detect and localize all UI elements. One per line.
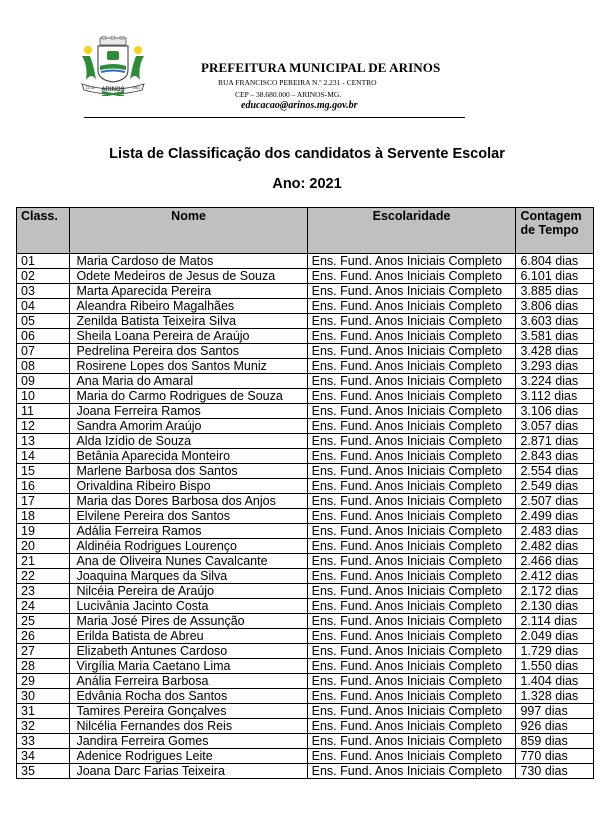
table-row (17, 749, 594, 764)
table-row (17, 509, 594, 524)
cell-name: Maria das Dores Barbosa dos Anjos (70, 494, 307, 509)
cell-schooling: Ens. Fund. Anos Iniciais Completo (307, 344, 516, 359)
cell-name: Orivaldina Ribeiro Bispo (70, 479, 307, 494)
cell-class: 30 (17, 689, 70, 704)
cell-schooling: Ens. Fund. Anos Iniciais Completo (307, 719, 516, 734)
cell-schooling: Ens. Fund. Anos Iniciais Completo (307, 689, 516, 704)
cell-name: Alda Izídio de Souza (70, 434, 307, 449)
cell-class: 35 (17, 764, 70, 779)
cell-time: 2.130 dias (516, 599, 594, 614)
cell-name: Edvânia Rocha dos Santos (70, 689, 307, 704)
cell-schooling: Ens. Fund. Anos Iniciais Completo (307, 329, 516, 344)
cell-name: Rosirene Lopes dos Santos Muniz (70, 359, 307, 374)
cell-time: 2.482 dias (516, 539, 594, 554)
table-row (17, 344, 594, 359)
table-row (17, 389, 594, 404)
header-time-line2: de Tempo (520, 223, 579, 237)
cell-class: 26 (17, 629, 70, 644)
cell-schooling: Ens. Fund. Anos Iniciais Completo (307, 629, 516, 644)
cell-class: 14 (17, 449, 70, 464)
cell-name: Tamires Pereira Gonçalves (70, 704, 307, 719)
cell-name: Pedrelina Pereira dos Santos (70, 344, 307, 359)
table-row (17, 314, 594, 329)
crest-label: ARINOS (101, 87, 125, 93)
table-row (17, 299, 594, 314)
cell-class: 08 (17, 359, 70, 374)
table-header-row (17, 208, 594, 254)
cell-time: 2.554 dias (516, 464, 594, 479)
cell-schooling: Ens. Fund. Anos Iniciais Completo (307, 509, 516, 524)
crest-years-left: 31-08 (85, 86, 95, 90)
table-row (17, 374, 594, 389)
cell-class: 28 (17, 659, 70, 674)
cell-name: Joaquina Marques da Silva (70, 569, 307, 584)
table-row (17, 689, 594, 704)
table-row (17, 629, 594, 644)
document-year: Ano: 2021 (272, 176, 342, 192)
cell-schooling: Ens. Fund. Anos Iniciais Completo (307, 704, 516, 719)
cell-class: 32 (17, 719, 70, 734)
cell-schooling: Ens. Fund. Anos Iniciais Completo (307, 644, 516, 659)
table-row (17, 554, 594, 569)
cell-name: Elizabeth Antunes Cardoso (70, 644, 307, 659)
cell-schooling: Ens. Fund. Anos Iniciais Completo (307, 674, 516, 689)
table-row (17, 539, 594, 554)
cell-time: 1.729 dias (516, 644, 594, 659)
cell-name: Aleandra Ribeiro Magalhães (70, 299, 307, 314)
cell-name: Marlene Barbosa dos Santos (70, 464, 307, 479)
cell-name: Jandira Ferreira Gomes (70, 734, 307, 749)
letterhead-divider (84, 117, 465, 118)
cell-name: Aldinéia Rodrigues Lourenço (70, 539, 307, 554)
table-row (17, 464, 594, 479)
cell-time: 1.328 dias (516, 689, 594, 704)
cell-time: 2.114 dias (516, 614, 594, 629)
table-row (17, 614, 594, 629)
cell-schooling: Ens. Fund. Anos Iniciais Completo (307, 374, 516, 389)
cell-name: Marta Aparecida Pereira (70, 284, 307, 299)
cell-class: 27 (17, 644, 70, 659)
cell-name: Virgília Maria Caetano Lima (70, 659, 307, 674)
cell-schooling: Ens. Fund. Anos Iniciais Completo (307, 494, 516, 509)
cell-time: 3.885 dias (516, 284, 594, 299)
header-schooling: Escolaridade (307, 208, 516, 254)
cell-time: 3.057 dias (516, 419, 594, 434)
cell-name: Odete Medeiros de Jesus de Souza (70, 269, 307, 284)
cell-schooling: Ens. Fund. Anos Iniciais Completo (307, 464, 516, 479)
cell-class: 02 (17, 269, 70, 284)
cell-name: Zenilda Batista Teixeira Silva (70, 314, 307, 329)
cell-name: Joana Darc Farias Teixeira (70, 764, 307, 779)
cell-name: Sheila Loana Pereira de Araújo (70, 329, 307, 344)
table-row (17, 479, 594, 494)
cell-schooling: Ens. Fund. Anos Iniciais Completo (307, 554, 516, 569)
cell-name: Adenice Rodrigues Leite (70, 749, 307, 764)
cell-schooling: Ens. Fund. Anos Iniciais Completo (307, 659, 516, 674)
cell-time: 2.049 dias (516, 629, 594, 644)
table-row (17, 524, 594, 539)
cell-time: 1.404 dias (516, 674, 594, 689)
table-row (17, 704, 594, 719)
cell-time: 6.101 dias (516, 269, 594, 284)
header-class: Class. (17, 208, 70, 254)
cell-schooling: Ens. Fund. Anos Iniciais Completo (307, 434, 516, 449)
table-body (17, 254, 594, 779)
table-row (17, 449, 594, 464)
cell-name: Adália Ferreira Ramos (70, 524, 307, 539)
table-row (17, 359, 594, 374)
document-title: Lista de Classificação dos candidatos à Servente Escolar (109, 146, 505, 162)
cell-name: Anália Ferreira Barbosa (70, 674, 307, 689)
cell-class: 07 (17, 344, 70, 359)
cell-time: 3.428 dias (516, 344, 594, 359)
table-row (17, 734, 594, 749)
cell-time: 2.466 dias (516, 554, 594, 569)
cell-schooling: Ens. Fund. Anos Iniciais Completo (307, 254, 516, 269)
cell-schooling: Ens. Fund. Anos Iniciais Completo (307, 299, 516, 314)
cell-class: 23 (17, 584, 70, 599)
cell-class: 03 (17, 284, 70, 299)
cell-time: 997 dias (516, 704, 594, 719)
table-row (17, 329, 594, 344)
cell-time: 2.483 dias (516, 524, 594, 539)
cell-class: 33 (17, 734, 70, 749)
cell-time: 730 dias (516, 764, 594, 779)
table-row (17, 404, 594, 419)
cell-time: 1.550 dias (516, 659, 594, 674)
cell-class: 34 (17, 749, 70, 764)
cell-name: Erilda Batista de Abreu (70, 629, 307, 644)
cell-class: 09 (17, 374, 70, 389)
org-cep: CEP – 38.680.000 – ARINOS-MG. (235, 90, 342, 99)
cell-name: Betânia Aparecida Monteiro (70, 449, 307, 464)
cell-schooling: Ens. Fund. Anos Iniciais Completo (307, 479, 516, 494)
table-row (17, 434, 594, 449)
table-row (17, 419, 594, 434)
cell-name: Ana de Oliveira Nunes Cavalcante (70, 554, 307, 569)
cell-time: 770 dias (516, 749, 594, 764)
cell-class: 16 (17, 479, 70, 494)
table-row (17, 719, 594, 734)
cell-time: 3.106 dias (516, 404, 594, 419)
cell-name: Nilcélia Fernandes dos Reis (70, 719, 307, 734)
cell-class: 01 (17, 254, 70, 269)
cell-name: Ana Maria do Amaral (70, 374, 307, 389)
cell-schooling: Ens. Fund. Anos Iniciais Completo (307, 419, 516, 434)
table-row (17, 569, 594, 584)
cell-schooling: Ens. Fund. Anos Iniciais Completo (307, 749, 516, 764)
table-row (17, 644, 594, 659)
cell-schooling: Ens. Fund. Anos Iniciais Completo (307, 569, 516, 584)
cell-schooling: Ens. Fund. Anos Iniciais Completo (307, 359, 516, 374)
cell-class: 31 (17, 704, 70, 719)
cell-class: 24 (17, 599, 70, 614)
cell-schooling: Ens. Fund. Anos Iniciais Completo (307, 734, 516, 749)
cell-class: 15 (17, 464, 70, 479)
cell-class: 29 (17, 674, 70, 689)
cell-class: 25 (17, 614, 70, 629)
cell-class: 17 (17, 494, 70, 509)
cell-name: Nilcéia Pereira de Araújo (70, 584, 307, 599)
cell-time: 2.172 dias (516, 584, 594, 599)
cell-class: 11 (17, 404, 70, 419)
header-time (516, 208, 594, 254)
table-row (17, 764, 594, 779)
header-name: Nome (70, 208, 307, 254)
cell-name: Maria José Pires de Assunção (70, 614, 307, 629)
table-row (17, 494, 594, 509)
cell-schooling: Ens. Fund. Anos Iniciais Completo (307, 614, 516, 629)
cell-class: 05 (17, 314, 70, 329)
table-row (17, 254, 594, 269)
cell-time: 2.507 dias (516, 494, 594, 509)
cell-time: 2.843 dias (516, 449, 594, 464)
cell-class: 06 (17, 329, 70, 344)
crest-years-right: 1963 (132, 86, 140, 90)
cell-time: 6.804 dias (516, 254, 594, 269)
cell-time: 3.293 dias (516, 359, 594, 374)
cell-schooling: Ens. Fund. Anos Iniciais Completo (307, 599, 516, 614)
cell-time: 3.581 dias (516, 329, 594, 344)
cell-name: Maria do Carmo Rodrigues de Souza (70, 389, 307, 404)
letterhead (70, 30, 480, 120)
table-row (17, 674, 594, 689)
cell-class: 20 (17, 539, 70, 554)
cell-time: 3.806 dias (516, 299, 594, 314)
cell-schooling: Ens. Fund. Anos Iniciais Completo (307, 404, 516, 419)
table-row (17, 269, 594, 284)
cell-name: Joana Ferreira Ramos (70, 404, 307, 419)
cell-name: Lucivânia Jacinto Costa (70, 599, 307, 614)
cell-time: 926 dias (516, 719, 594, 734)
cell-class: 12 (17, 419, 70, 434)
org-email: educacao@arinos.mg.gov.br (241, 100, 358, 111)
cell-class: 13 (17, 434, 70, 449)
cell-schooling: Ens. Fund. Anos Iniciais Completo (307, 764, 516, 779)
cell-name: Maria Cardoso de Matos (70, 254, 307, 269)
cell-class: 10 (17, 389, 70, 404)
cell-class: 22 (17, 569, 70, 584)
table-row (17, 284, 594, 299)
cell-class: 18 (17, 509, 70, 524)
org-address: RUA FRANCISCO PEREIRA N.º 2.231 - CENTRO (218, 78, 377, 87)
table-row (17, 599, 594, 614)
cell-name: Elvilene Pereira dos Santos (70, 509, 307, 524)
cell-schooling: Ens. Fund. Anos Iniciais Completo (307, 584, 516, 599)
cell-name: Sandra Amorim Araújo (70, 419, 307, 434)
table-row (17, 584, 594, 599)
cell-schooling: Ens. Fund. Anos Iniciais Completo (307, 524, 516, 539)
classification-table (16, 207, 594, 779)
cell-schooling: Ens. Fund. Anos Iniciais Completo (307, 314, 516, 329)
cell-time: 859 dias (516, 734, 594, 749)
cell-schooling: Ens. Fund. Anos Iniciais Completo (307, 269, 516, 284)
cell-time: 3.603 dias (516, 314, 594, 329)
cell-time: 2.871 dias (516, 434, 594, 449)
table-row (17, 659, 594, 674)
cell-class: 19 (17, 524, 70, 539)
org-name: PREFEITURA MUNICIPAL DE ARINOS (201, 60, 441, 75)
cell-schooling: Ens. Fund. Anos Iniciais Completo (307, 449, 516, 464)
cell-schooling: Ens. Fund. Anos Iniciais Completo (307, 389, 516, 404)
cell-schooling: Ens. Fund. Anos Iniciais Completo (307, 284, 516, 299)
cell-schooling: Ens. Fund. Anos Iniciais Completo (307, 539, 516, 554)
cell-time: 2.549 dias (516, 479, 594, 494)
cell-class: 04 (17, 299, 70, 314)
cell-class: 21 (17, 554, 70, 569)
municipal-crest-icon (78, 36, 148, 96)
cell-time: 2.499 dias (516, 509, 594, 524)
cell-time: 3.224 dias (516, 374, 594, 389)
header-time-line1: Contagem (520, 209, 582, 223)
cell-time: 3.112 dias (516, 389, 594, 404)
cell-time: 2.412 dias (516, 569, 594, 584)
